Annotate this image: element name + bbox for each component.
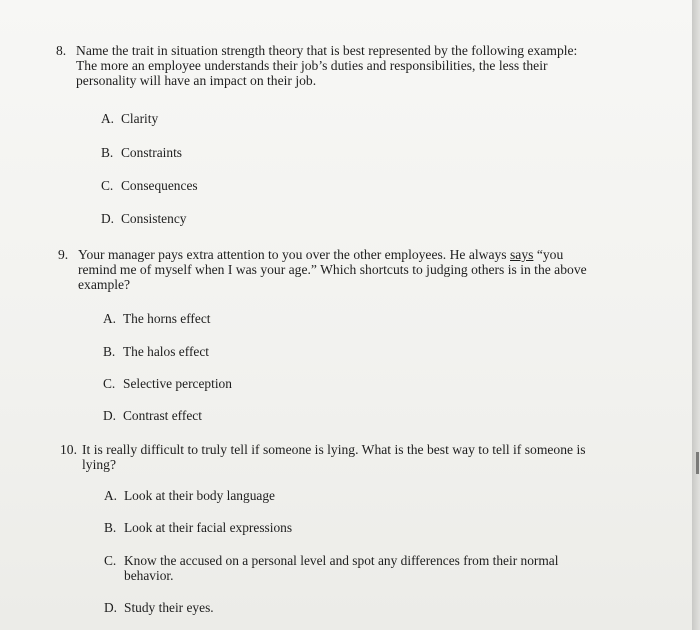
question-text <box>78 247 587 292</box>
option-9d[interactable] <box>103 408 202 423</box>
option-text: Know the accused on a personal level and spot any differences from their normal behavior. <box>124 553 559 583</box>
option-10d[interactable] <box>104 600 214 615</box>
option-letter: C. <box>103 376 116 391</box>
option-text: The horns effect <box>123 311 211 326</box>
option-letter: C. <box>104 553 117 568</box>
question-text-part: Your manager pays extra attention to you over the other employees. He always <box>78 247 510 262</box>
option-text: Contrast effect <box>123 408 202 423</box>
option-8b[interactable] <box>101 145 182 160</box>
option-9c[interactable] <box>103 376 232 391</box>
option-text: Study their eyes. <box>124 600 214 615</box>
option-letter: A. <box>101 111 115 126</box>
option-text: Consequences <box>121 178 198 193</box>
option-text: Clarity <box>121 111 159 126</box>
option-letter: A. <box>104 488 118 503</box>
question-text-part: “you remind me of myself when I was your age.” Which shortcuts to judging others is in the above example? <box>78 247 587 292</box>
option-text: Look at their facial expressions <box>124 520 293 535</box>
option-10c[interactable] <box>104 553 558 583</box>
question-text: Name the trait in situation strength theory that is best represented by the following example: The more an employee understands their job’s duties and responsibilities, the less their personality will have an impact on their job. <box>76 43 578 88</box>
edge-mark <box>696 452 699 474</box>
option-letter: D. <box>104 600 118 615</box>
question-number: 10. <box>60 442 77 457</box>
option-text: The halos effect <box>123 344 210 359</box>
option-text: Consistency <box>121 211 187 226</box>
option-8c[interactable] <box>101 178 198 193</box>
option-8a[interactable] <box>101 111 158 126</box>
option-letter: D. <box>101 211 115 226</box>
option-letter: D. <box>103 408 117 423</box>
option-letter: B. <box>103 344 116 359</box>
option-letter: B. <box>101 145 114 160</box>
option-letter: A. <box>103 311 117 326</box>
option-letter: C. <box>101 178 114 193</box>
underlined-word: says <box>510 247 534 262</box>
option-text: Look at their body language <box>124 488 275 503</box>
option-10b[interactable] <box>104 520 292 535</box>
option-text: Constraints <box>121 145 183 160</box>
option-9b[interactable] <box>103 344 209 359</box>
question-text: It is really difficult to truly tell if someone is lying. What is the best way to tell if someone is lying? <box>82 442 586 472</box>
question-number: 9. <box>58 247 69 262</box>
question-number: 8. <box>56 43 67 58</box>
option-8d[interactable] <box>101 211 186 226</box>
option-10a[interactable] <box>104 488 275 503</box>
option-9a[interactable] <box>103 311 211 326</box>
option-text: Selective perception <box>123 376 232 391</box>
option-letter: B. <box>104 520 117 535</box>
page-edge <box>692 0 700 630</box>
